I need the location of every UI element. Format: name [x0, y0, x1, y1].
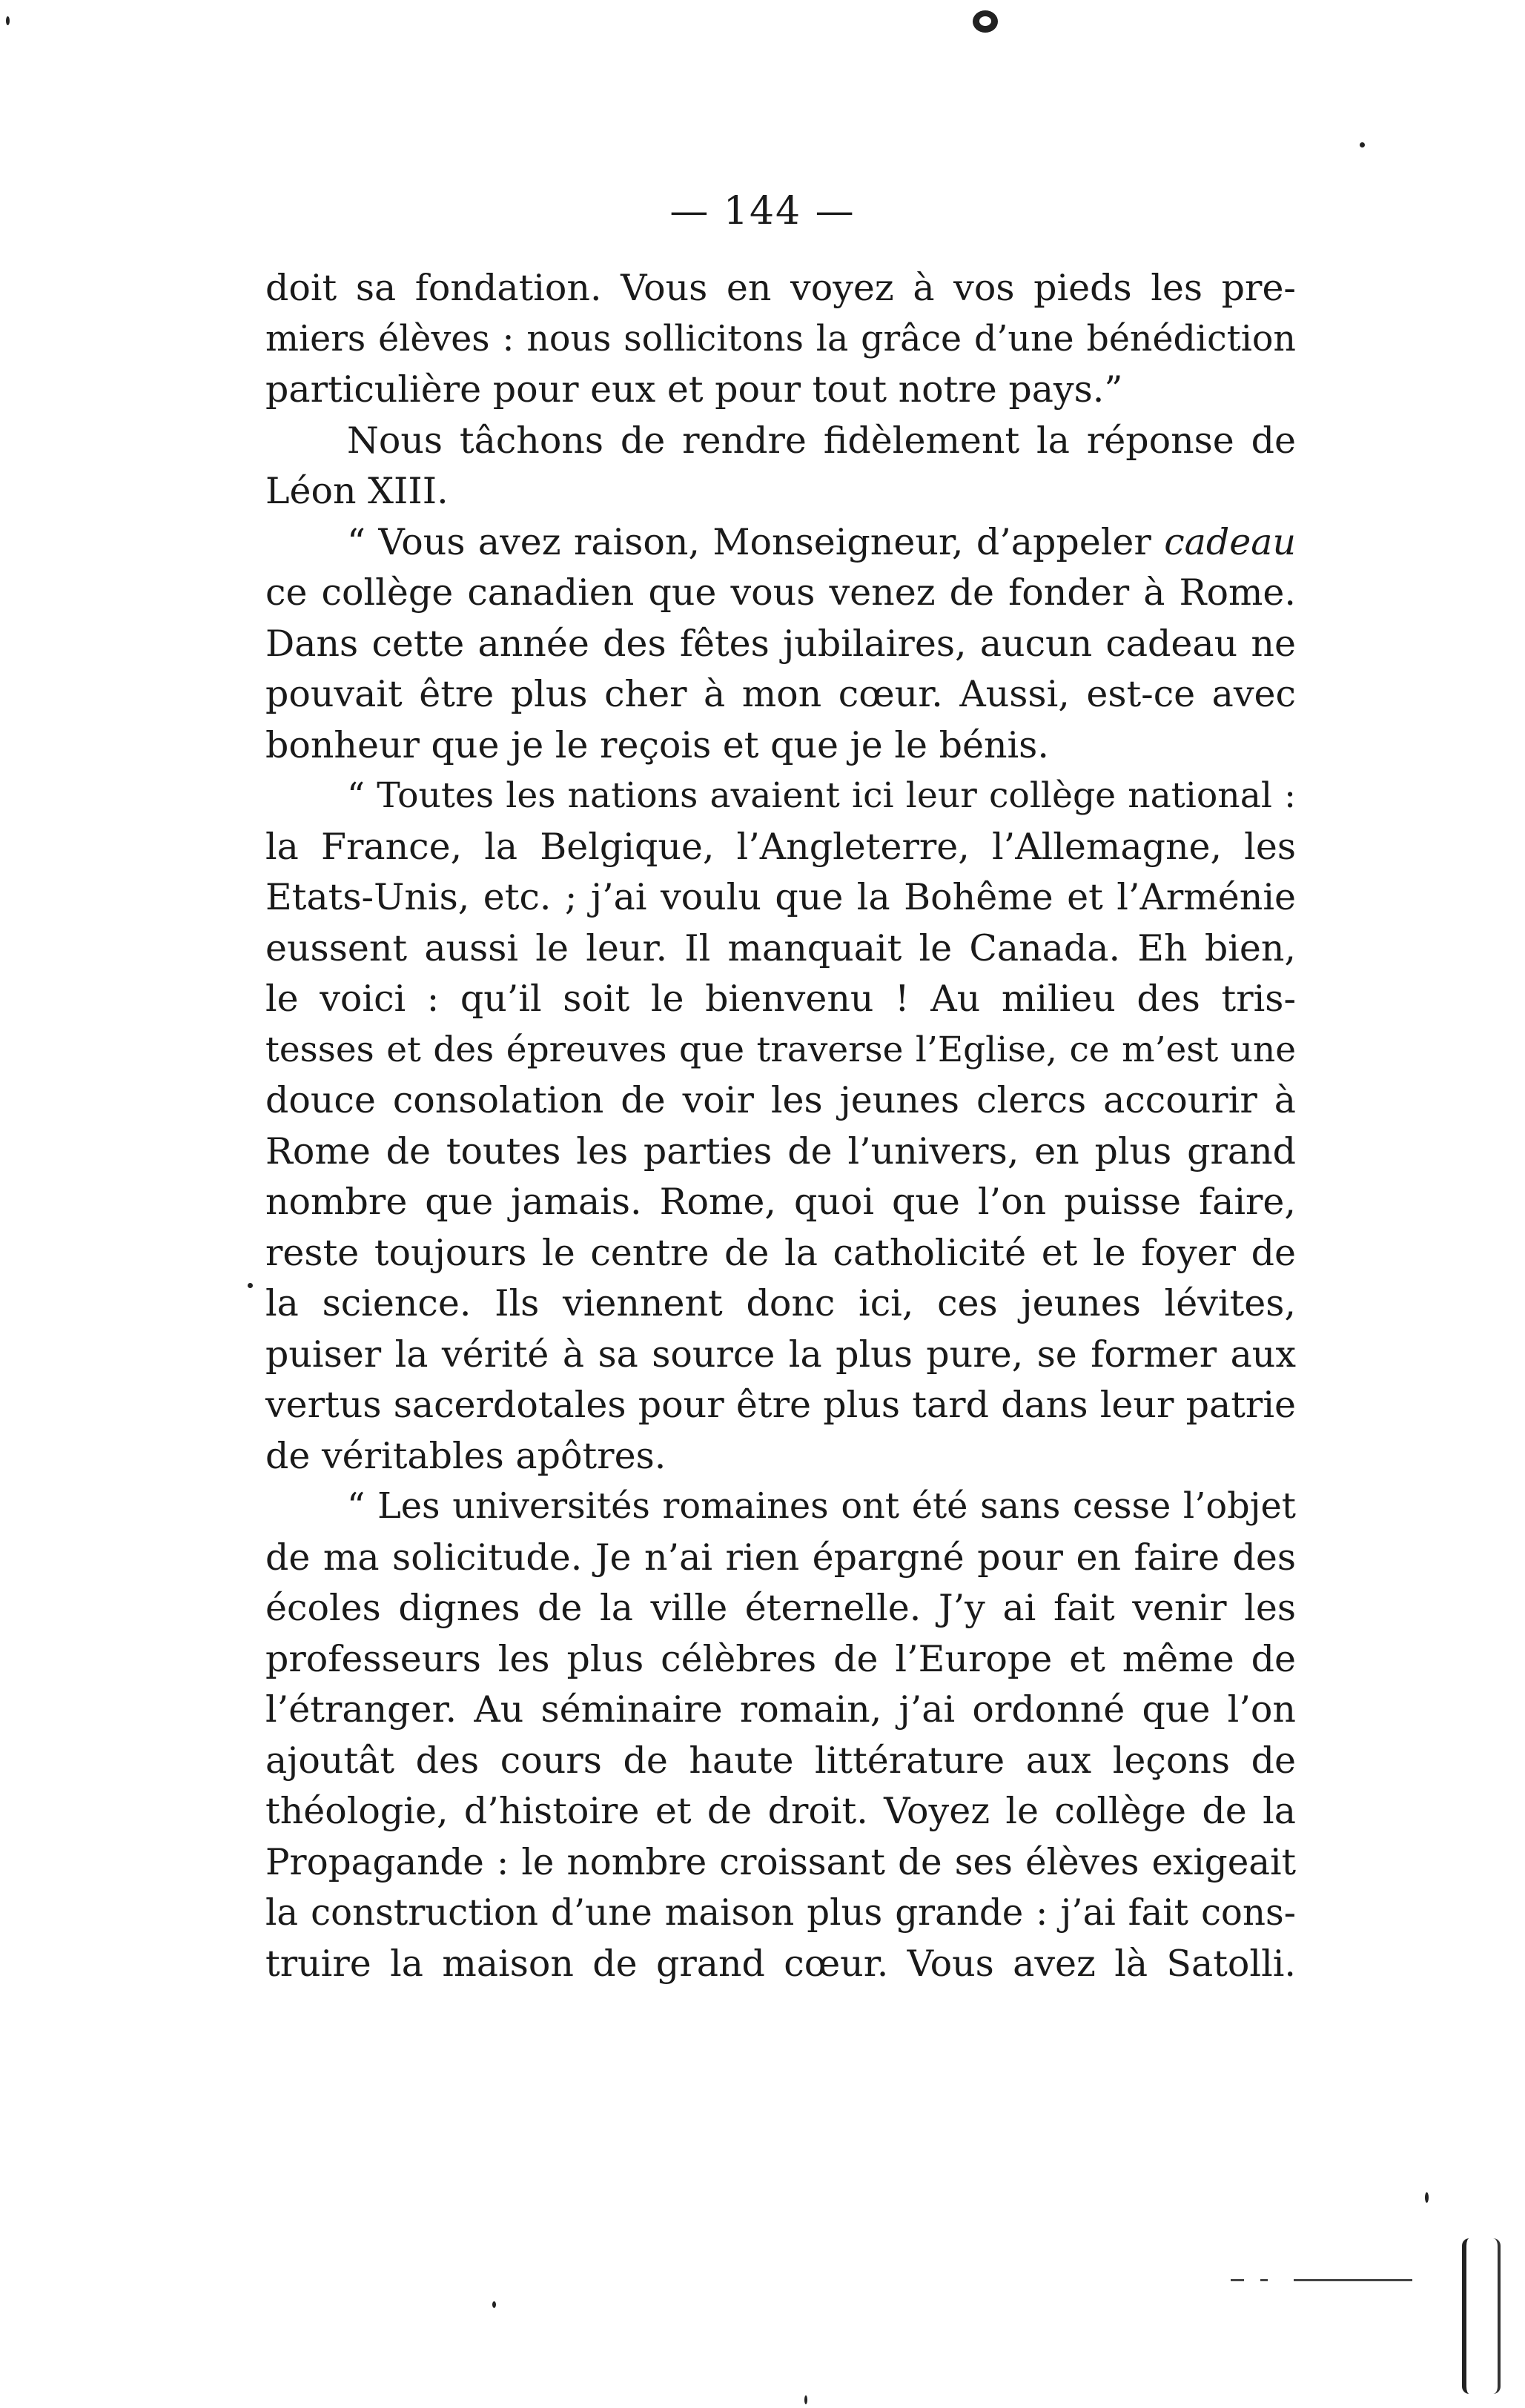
text-line-content: Rome de toutes les parties de l’univers, en plus grand: [265, 1130, 1296, 1173]
text-line: [265, 872, 1296, 923]
text-line-content: le voici : qu’il soit le bienvenu ! Au milieu des tris-: [265, 978, 1296, 1020]
text-line-content: bonheur que je le reçois et que je le bénis.: [265, 723, 1049, 766]
text-line: [265, 1075, 1296, 1127]
margin-speck: [6, 16, 10, 25]
text-line: [265, 466, 1296, 517]
text-line-content: Dans cette année des fêtes jubilaires, aucun cadeau ne: [265, 622, 1296, 665]
text-line: [265, 669, 1296, 720]
text-line-content: tesses et des épreuves que traverse l’Eglise, ce m’est une: [265, 1029, 1296, 1070]
text-line: [265, 1431, 1296, 1482]
margin-dash: [1260, 2279, 1268, 2281]
text-line: [265, 619, 1296, 670]
body-text: [265, 263, 1296, 1989]
text-line-content: “ Vous avez raison, Monseigneur, d’appeler: [347, 520, 1165, 563]
text-line-content: miers élèves : nous sollicitons la grâce d’une bénédiction: [265, 318, 1296, 359]
text-line-content: Léon XIII.: [265, 470, 449, 512]
text-line: [265, 1583, 1296, 1634]
text-line-content: de ma solicitude. Je n’ai rien épargné pour en faire des: [265, 1536, 1296, 1579]
text-line-content: de véritables apôtres.: [265, 1434, 666, 1477]
text-line-content: Nous tâchons de rendre fidèlement la réponse de: [347, 419, 1296, 462]
text-line-content: reste toujours le centre de la catholicité et le foyer de: [265, 1231, 1296, 1274]
text-line: [265, 1939, 1296, 1990]
margin-dash: [1231, 2279, 1244, 2281]
margin-speck: [1360, 142, 1365, 147]
text-line-content: “ Toutes les nations avaient ici leur collège national :: [347, 775, 1296, 816]
text-line-content: nombre que jamais. Rome, quoi que l’on puisse faire,: [265, 1181, 1296, 1223]
page-ornament-mark: [973, 10, 998, 33]
margin-speck: [804, 2395, 807, 2404]
text-line-content: vertus sacerdotales pour être plus tard dans leur patrie: [265, 1384, 1296, 1426]
text-line: [265, 365, 1296, 416]
text-line: [265, 1888, 1296, 1939]
text-line-content: l’étranger. Au séminaire romain, j’ai ordonné que l’on: [265, 1688, 1296, 1731]
text-line: [265, 923, 1296, 975]
text-line: [265, 263, 1296, 314]
text-line: [265, 1482, 1296, 1533]
text-line-content: douce consolation de voir les jeunes clercs accourir à: [265, 1079, 1296, 1121]
text-line: [265, 771, 1296, 822]
text-line: [265, 1837, 1296, 1888]
text-line: [265, 1278, 1296, 1330]
text-line: [265, 1127, 1296, 1178]
text-line-content: puiser la vérité à sa source la plus pure, se former aux: [265, 1333, 1296, 1376]
text-line-content: la science. Ils viennent donc ici, ces jeunes lévites,: [265, 1282, 1296, 1324]
text-line-content: particulière pour eux et pour tout notre pays.”: [265, 368, 1123, 411]
margin-speck: [492, 2301, 496, 2308]
text-line-content: doit sa fondation. Vous en voyez à vos pieds les pre-: [265, 267, 1296, 309]
text-line: [265, 1634, 1296, 1685]
text-line: [265, 416, 1296, 467]
text-line-content: pouvait être plus cher à mon cœur. Aussi, est-ce avec: [265, 673, 1296, 715]
text-line-content: professeurs les plus célèbres de l’Europe et même de: [265, 1637, 1296, 1680]
text-line-content: truire la maison de grand cœur. Vous avez là Satolli.: [265, 1942, 1296, 1985]
page-edge-mark: [1462, 2238, 1501, 2394]
text-line-content: écoles dignes de la ville éternelle. J’y ai fait venir les: [265, 1587, 1296, 1629]
text-line: [265, 974, 1296, 1025]
text-line: [265, 1380, 1296, 1431]
text-line-content: théologie, d’histoire et de droit. Voyez le collège de la: [265, 1790, 1296, 1832]
margin-dash: [1294, 2279, 1412, 2281]
text-line: [265, 1228, 1296, 1279]
text-line: [265, 1786, 1296, 1837]
text-line-content: Etats-Unis, etc. ; j’ai voulu que la Bohême et l’Arménie: [265, 876, 1296, 918]
text-line: [265, 822, 1296, 873]
text-line-content: Propagande : le nombre croissant de ses élèves exigeait: [265, 1841, 1296, 1883]
italic-word: cadeau: [1164, 520, 1296, 563]
text-line: [265, 1177, 1296, 1228]
text-line: [265, 568, 1296, 619]
text-line: [265, 1736, 1296, 1787]
text-line: [265, 517, 1296, 568]
text-line: [265, 314, 1296, 365]
margin-speck: [1425, 2192, 1429, 2203]
text-line-content: eussent aussi le leur. Il manquait le Canada. Eh bien,: [265, 926, 1296, 969]
text-line: [265, 1533, 1296, 1584]
margin-speck: [248, 1283, 253, 1288]
text-line: [265, 1685, 1296, 1736]
text-line: [265, 1025, 1296, 1076]
text-line-content: ajoutât des cours de haute littérature aux leçons de: [265, 1739, 1296, 1782]
text-line: [265, 720, 1296, 772]
page-number: — 144 —: [669, 189, 856, 233]
text-line-content: la construction d’une maison plus grande : j’ai fait cons-: [265, 1892, 1296, 1934]
text-line-content: la France, la Belgique, l’Angleterre, l’Allemagne, les: [265, 825, 1296, 868]
text-line-content: ce collège canadien que vous venez de fonder à Rome.: [265, 571, 1296, 614]
text-line-content: “ Les universités romaines ont été sans cesse l’objet: [347, 1486, 1296, 1527]
text-line: [265, 1330, 1296, 1381]
